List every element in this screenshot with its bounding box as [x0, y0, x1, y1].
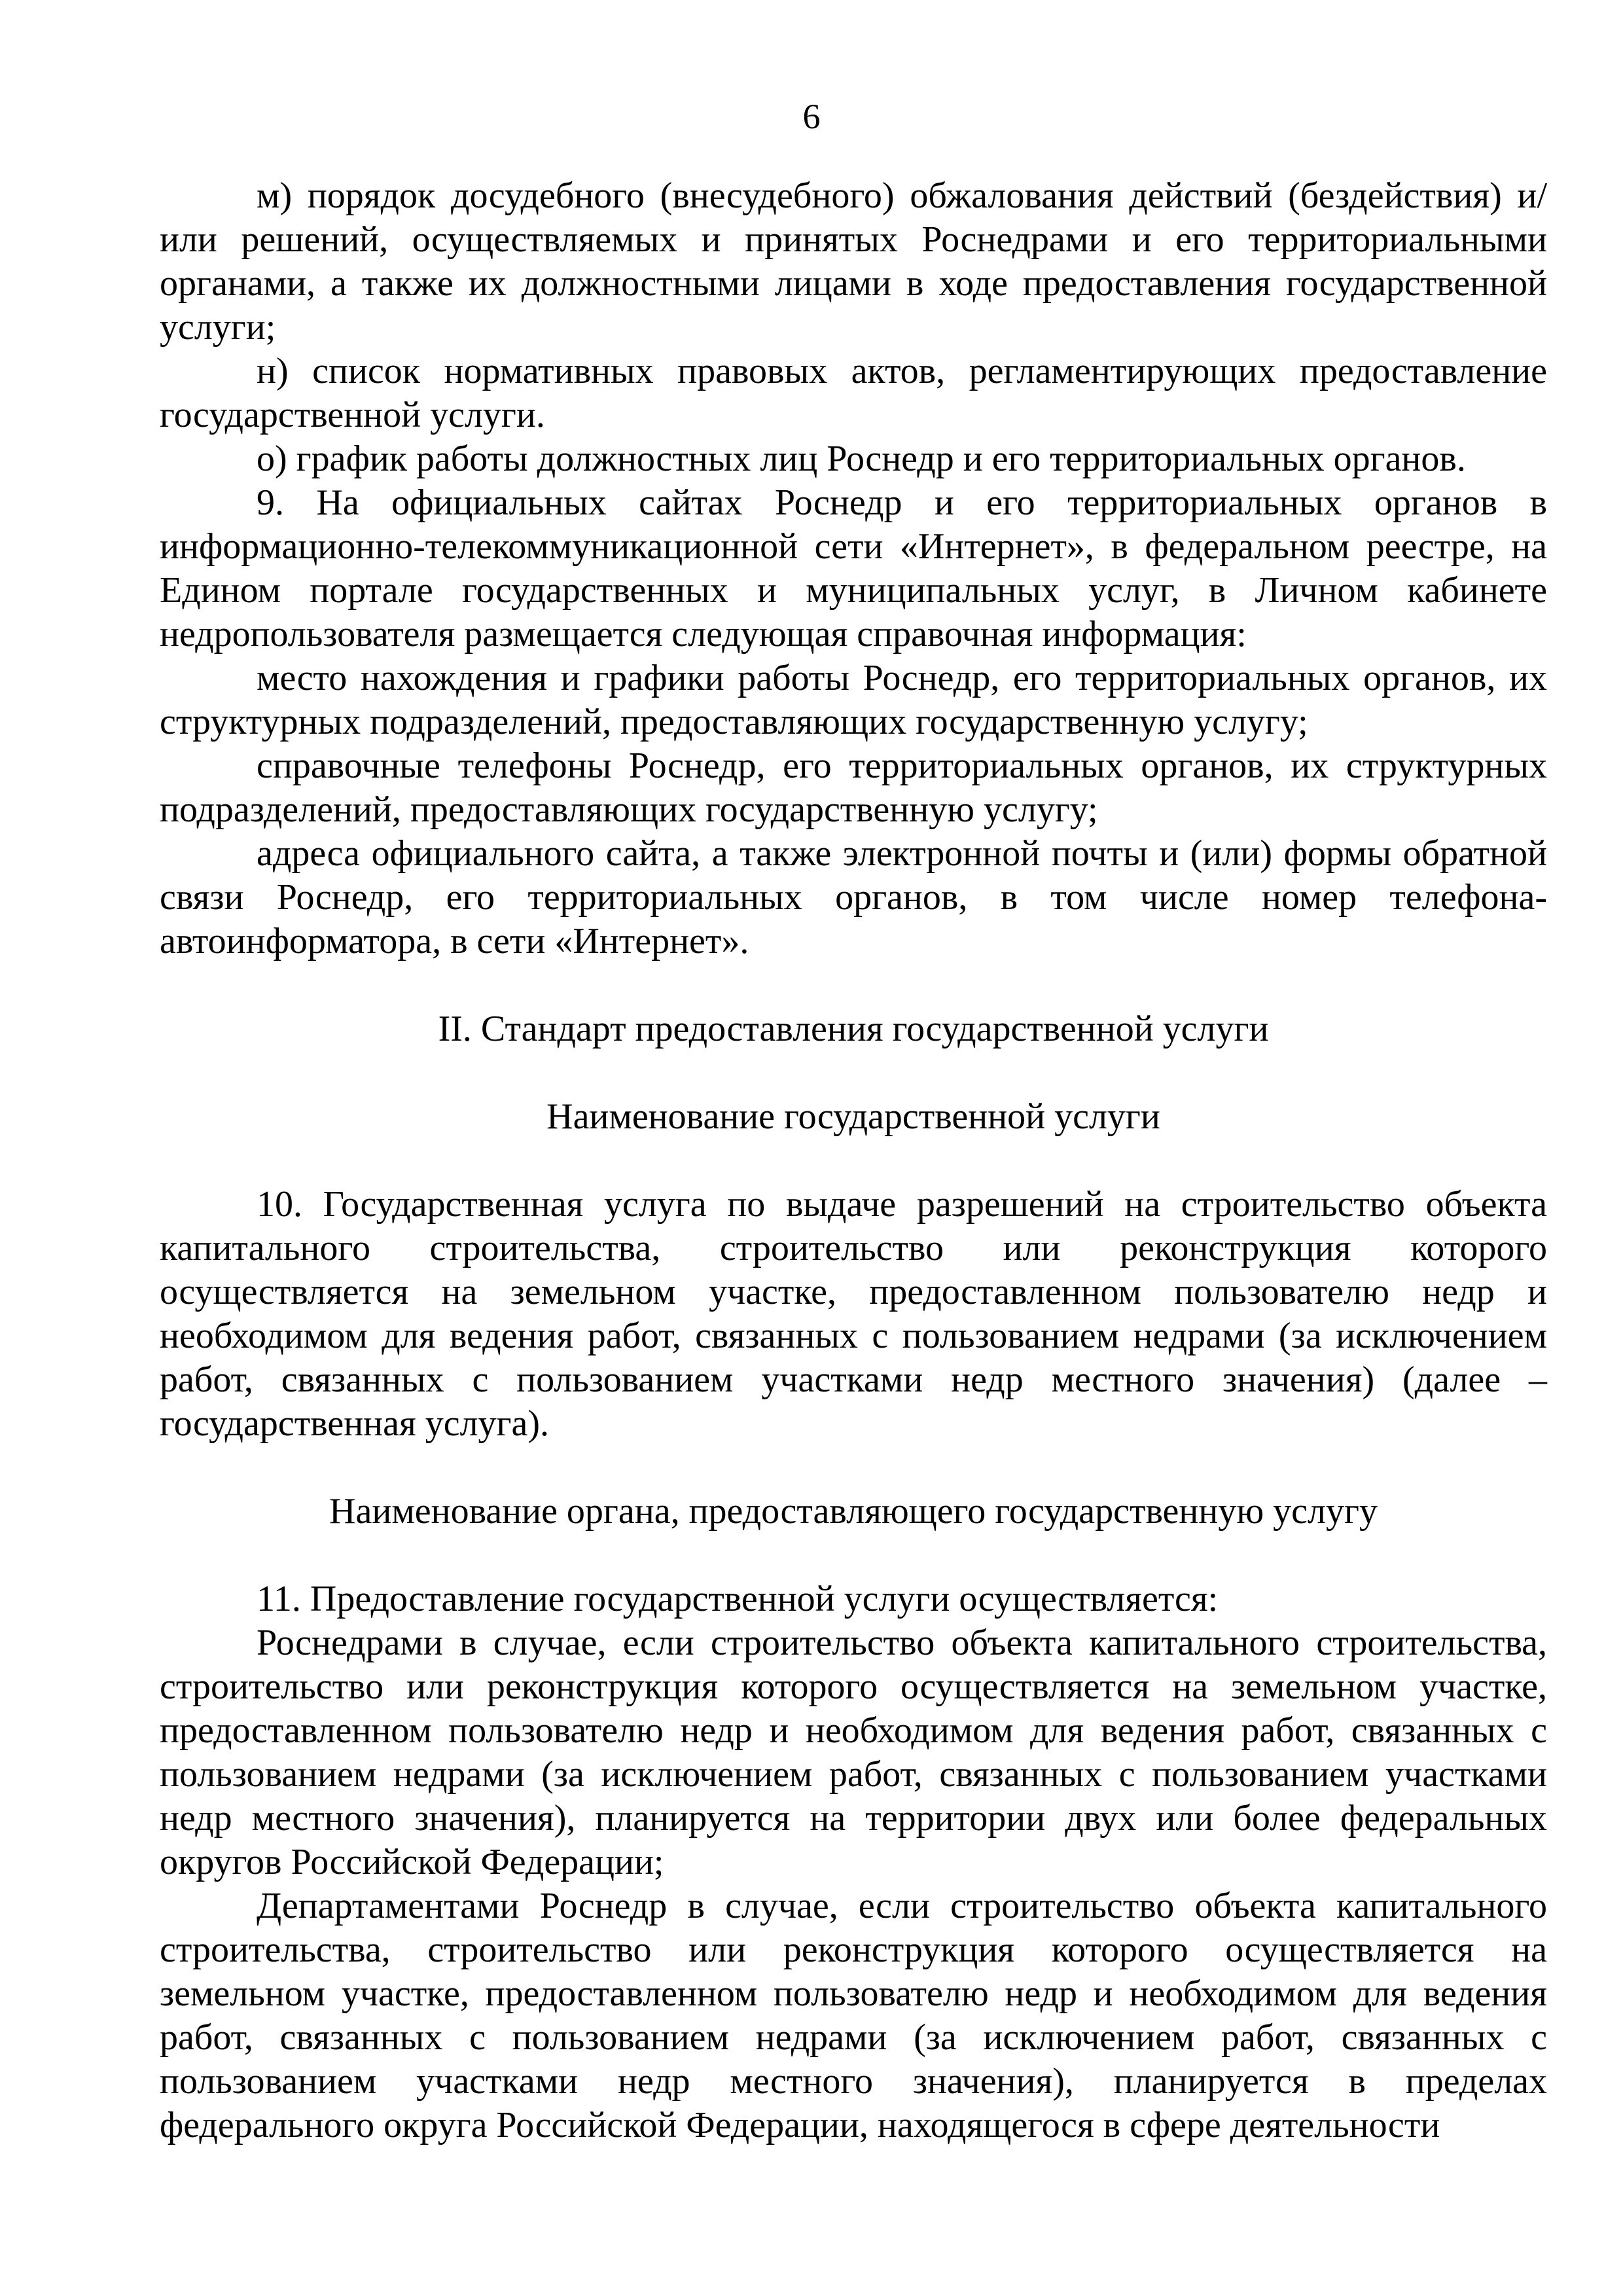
paragraph-9-phones: справочные телефоны Роснедр, его территориальных органов, их структурных подразделений, предоставляющих государственную услугу;	[160, 745, 1547, 830]
paragraph-9-addresses: адреса официального сайта, а также электронной почты и (или) формы обратной связи Роснедр, его территориальных органов, в том числе номер телефона-автоинформатора, в сети «Интернет».	[160, 833, 1547, 961]
paragraph-m: м) порядок досудебного (внесудебного) обжалования действий (бездействия) и/или решений, осуществляемых и принятых Роснедрами и его территориальными органами, а также их должностными лицами в ходе предоставления государственной услуги;	[160, 175, 1547, 348]
page-number: 6	[802, 97, 821, 136]
document-body	[160, 174, 1547, 2147]
paragraph-11-departments: Департаментами Роснедр в случае, если строительство объекта капитального строительства, строительство или реконструкция которого осуществляется на земельном участке, предоставленном пользователю недр и необходимом для ведения работ, связанных с пользованием недрами (за исключением работ, связанных с пользованием участками недр местного значения), планируется в пределах федерального округа Российской Федерации, находящегося в сфере деятельности	[160, 1886, 1547, 2145]
paragraph-9: 9. На официальных сайтах Роснедр и его территориальных органов в информационно-телекоммуникационной сети «Интернет», в федеральном реестре, на Едином портале государственных и муниципальных услуг, в Личном кабинете недропользователя размещается следующая справочная информация:	[160, 482, 1547, 655]
section-heading: II. Стандарт предоставления государственной услуги	[438, 1009, 1269, 1049]
paragraph-n: н) список нормативных правовых актов, регламентирующих предоставление государственной услуги.	[160, 351, 1547, 435]
subheading-service-name: Наименование государственной услуги	[546, 1096, 1160, 1137]
paragraph-o: о) график работы должностных лиц Роснедр и его территориальных органов.	[257, 439, 1466, 479]
subheading-authority-name: Наименование органа, предоставляющего государственную услугу	[329, 1491, 1378, 1532]
paragraph-11: 11. Предоставление государственной услуги осуществляется:	[257, 1579, 1219, 1619]
paragraph-9-location: место нахождения и графики работы Роснедр, его территориальных органов, их структурных подразделений, предоставляющих государственную услугу;	[160, 658, 1547, 742]
paragraph-11-rosnedra: Роснедрами в случае, если строительство объекта капитального строительства, строительство или реконструкция которого осуществляется на земельном участке, предоставленном пользователю недр и необходимом для ведения работ, связанных с пользованием недрами (за исключением работ, связанных с пользованием участками недр местного значения), планируется на территории двух или более федеральных округов Российской Федерации;	[160, 1623, 1547, 1882]
paragraph-10: 10. Государственная услуга по выдаче разрешений на строительство объекта капитального строительства, строительство или реконструкция которого осуществляется на земельном участке, предоставленном пользователю недр и необходимом для ведения работ, связанных с пользованием недрами (за исключением работ, связанных с пользованием участками недр местного значения) (далее – государственная услуга).	[160, 1184, 1547, 1444]
